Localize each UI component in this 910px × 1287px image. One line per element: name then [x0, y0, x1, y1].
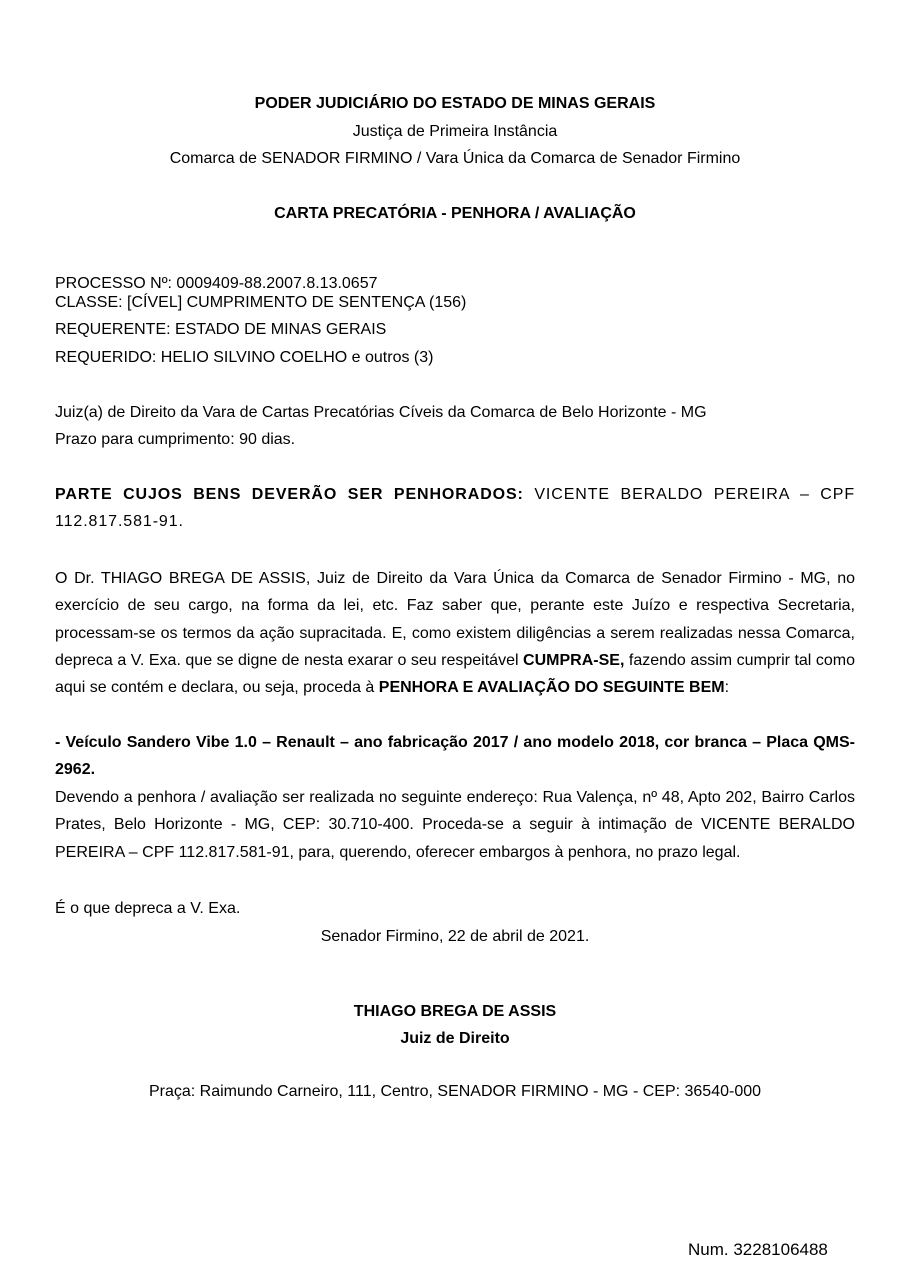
- deadline-line: Prazo para cumprimento: 90 dias.: [55, 431, 296, 448]
- parte-paragraph: [55, 481, 855, 536]
- requerente-line: REQUERENTE: ESTADO DE MINAS GERAIS: [55, 321, 387, 338]
- court-heading: PODER JUDICIÁRIO DO ESTADO DE MINAS GERAIS: [254, 95, 656, 112]
- body-paragraph-3: É o que depreca a V. Exa.: [55, 900, 241, 917]
- parte-label: PARTE CUJOS BENS DEVERÃO SER PENHORADOS:: [55, 486, 524, 503]
- body-text-end: :: [724, 679, 730, 697]
- processo-line: PROCESSO Nº: 0009409-88.2007.8.13.0657: [55, 275, 378, 292]
- signature-name: THIAGO BREGA DE ASSIS: [353, 1003, 557, 1020]
- body-paragraph-1: [55, 565, 855, 701]
- footer-address: Praça: Raimundo Carneiro, 111, Centro, SENADOR FIRMINO - MG - CEP: 36540-000: [148, 1083, 762, 1100]
- signature-role: Juiz de Direito: [400, 1030, 510, 1047]
- parte-value: VICENTE BERALDO PEREIRA – CPF 112.817.581-91.: [55, 486, 856, 531]
- comarca-heading: Comarca de SENADOR FIRMINO / Vara Única da Comarca de Senador Firmino: [169, 150, 741, 167]
- body-paragraph-2: Devendo a penhora / avaliação ser realizada no seguinte endereço: Rua Valença, nº 48, Apto 202, Bairro Carlos Prates, Belo Horizonte - MG, CEP: 30.710-400. Proceda-se a seguir à intimação de VICENTE BERALDO PEREIRA – CPF 112.817.581-91, para, querendo, oferecer embargos à penhora, no prazo legal.: [55, 789, 855, 861]
- document-title: CARTA PRECATÓRIA - PENHORA / AVALIAÇÃO: [274, 205, 636, 222]
- place-date: Senador Firmino, 22 de abril de 2021.: [320, 928, 590, 945]
- cumpra-se-bold: CUMPRA-SE,: [523, 651, 625, 669]
- requerido-line: REQUERIDO: HELIO SILVINO COELHO e outros (3): [55, 349, 434, 366]
- body-text-mid: fazendo assim cumprir tal como aqui se contém e declara, ou seja, proceda à: [55, 651, 855, 697]
- addressee-judge: Juiz(a) de Direito da Vara de Cartas Precatórias Cíveis da Comarca de Belo Horizonte - MG: [55, 404, 707, 421]
- vehicle-description: - Veículo Sandero Vibe 1.0 – Renault – ano fabricação 2017 / ano modelo 2018, cor branca – Placa QMS-2962.: [55, 734, 855, 779]
- penhora-bold: PENHORA E AVALIAÇÃO DO SEGUINTE BEM: [378, 679, 725, 697]
- classe-line: CLASSE: [CÍVEL] CUMPRIMENTO DE SENTENÇA (156): [55, 294, 467, 311]
- instance-heading: Justiça de Primeira Instância: [352, 123, 558, 140]
- body-text: O Dr. THIAGO BREGA DE ASSIS, Juiz de Direito da Vara Única da Comarca de Senador Firmino - MG, no exercício de seu cargo, na forma da lei, etc. Faz saber que, perante este Juízo e respectiva Secretaria, processam-se os termos da ação supracitada. E, como existem diligências a serem realizadas nessa Comarca, depreca a V. Exa. que se digne de nesta exarar o seu respeitável: [55, 570, 855, 669]
- document-number: Num. 3228106488: [688, 1240, 828, 1259]
